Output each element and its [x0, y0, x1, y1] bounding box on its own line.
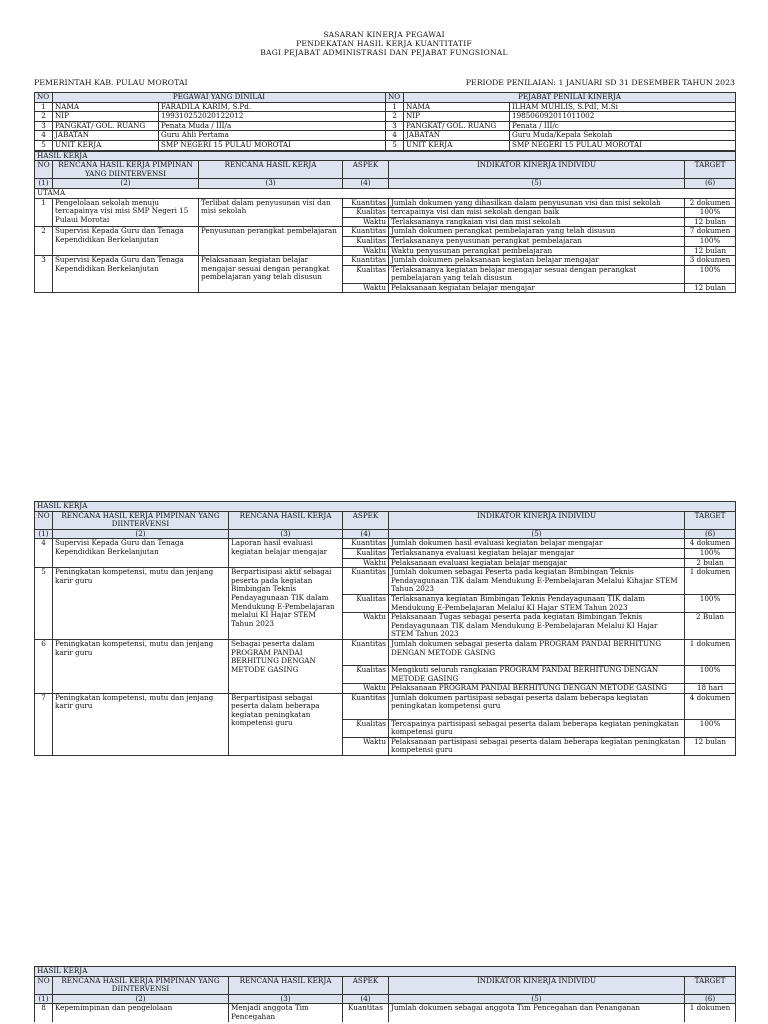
item-target: 12 bulan	[685, 217, 736, 227]
col-target-header: TARGET	[685, 161, 736, 179]
item-rhk: Terlibat dalam penyusunan visi dan misi sekolah	[199, 198, 343, 227]
page-3	[34, 966, 735, 1022]
item-aspek: Waktu	[343, 246, 389, 256]
col-aspek-header: ASPEK	[343, 511, 389, 529]
col-number: (4)	[343, 529, 389, 539]
item-target: 100%	[685, 665, 736, 683]
item-aspek: Kuantitas	[343, 227, 389, 237]
item-no: 7	[35, 693, 53, 755]
item-aspek: Kualitas	[343, 548, 389, 558]
identity-no-header: NO	[35, 93, 53, 103]
item-aspek: Waktu	[343, 684, 389, 694]
identity-no-header: NO	[386, 93, 404, 103]
item-iki: Jumlah dokumen pelaksanaan kegiatan belajar mengajar	[389, 256, 685, 266]
col-number: (6)	[685, 179, 736, 189]
item-target: 100%	[685, 719, 736, 737]
col-iki-header: INDIKATOR KINERJA INDIVIDU	[389, 161, 685, 179]
col-number: (1)	[35, 994, 53, 1004]
col-target-header: TARGET	[685, 511, 736, 529]
item-aspek: Kuantitas	[343, 256, 389, 266]
item-target: 100%	[685, 208, 736, 218]
item-pimpinan: Supervisi Kepada Guru dan Tenaga Kependidikan Berkelanjutan	[53, 539, 229, 568]
item-iki: Pelaksanaan Tugas sebagai peserta pada kegiatan Bimbingan Teknis Pendayagunaan TIK dalam Mendukung E-Pembelajaran Melalui KI Hajar STEM Tahun 2023	[389, 613, 685, 640]
item-target: 2 bulan	[685, 558, 736, 568]
identity-row	[35, 121, 736, 131]
item-rhk: Penyusunan perangkat pembelajaran	[199, 227, 343, 256]
indicator-row	[35, 227, 736, 237]
col-number: (5)	[389, 179, 685, 189]
item-iki: Jumlah dokumen perangkat pembelajaran yang telah disusun	[389, 227, 685, 237]
item-rhk: Menjadi anggota Tim Pencegahan	[229, 1004, 343, 1022]
item-target: 18 hari	[685, 684, 736, 694]
appraised-value: 199310252020122012	[159, 112, 386, 122]
indicator-row	[35, 568, 736, 595]
item-target: 1 dokumen	[685, 568, 736, 595]
identity-label: NAMA	[53, 102, 159, 112]
item-aspek: Waktu	[343, 558, 389, 568]
item-iki: Jumlah dokumen sebagai peserta dalam PROGRAM PANDAI BERHITUNG DENGAN METODE GASING	[389, 639, 685, 665]
col-number: (2)	[53, 529, 229, 539]
item-pimpinan: Peningkatan kompetensi, mutu dan jenjang karir guru	[53, 693, 229, 755]
item-target: 7 dokumen	[685, 227, 736, 237]
item-target: 1 dokumen	[685, 1004, 736, 1022]
item-pimpinan: Pengelolaan sekolah menuju tercapainya visi misi SMP Negeri 15 Pulaui Morotai	[53, 198, 199, 227]
item-iki: Tercapainya partisipasi sebagai peserta dalam beberapa kegiatan peningkatan kompetensi guru	[389, 719, 685, 737]
item-aspek: Kualitas	[343, 594, 389, 612]
item-iki: Jumlah dokumen sebagai Peserta pada kegiatan Bimbingan Teknis Pendayagunaan TIK dalam Mendukung E-Pembelajaran Melalui Kihajar STEM Tahun 2023	[389, 568, 685, 595]
col-no-header: NO	[35, 511, 53, 529]
item-iki: Jumlah dokumen hasil evaluasi kegiatan belajar mengajar	[389, 539, 685, 549]
item-iki: Jumlah dokumen yang dihasilkan dalam penyusunan visi dan misi sekolah	[389, 198, 685, 208]
col-aspek-header: ASPEK	[343, 976, 389, 994]
item-iki: Jumlah dokumen partisipasi sebagai peserta dalam beberapa kegiatan peningkatan kompetensi guru	[389, 693, 685, 719]
item-aspek: Kuantitas	[343, 539, 389, 549]
item-iki: Pelaksanaan PROGRAM PANDAI BERHITUNG DENGAN METODE GASING	[389, 684, 685, 694]
item-iki: Terlaksananya kegiatan Bimbingan Teknis Pendayagunaan TIK dalam Mendukung E-Pembelajaran Melalui KI Hajar STEM Tahun 2023	[389, 594, 685, 612]
col-number: (5)	[389, 994, 685, 1004]
appraiser-value: 198506092011011002	[510, 112, 736, 122]
period-label: PERIODE PENILAIAN: 1 JANUARI SD 31 DESEMBER TAHUN 2023	[465, 78, 735, 87]
item-rhk: Berpartisipasi sebagai peserta dalam beberapa kegiatan peningkatan kompetensi guru	[229, 693, 343, 755]
identity-no: 4	[386, 131, 404, 141]
item-rhk: Laporan hasil evaluasi kegiatan belajar mengajar	[229, 539, 343, 568]
col-pimpinan-header: RENCANA HASIL KERJA PIMPINAN YANG DIINTERVENSI	[53, 976, 229, 994]
identity-label: NIP	[404, 112, 510, 122]
appraiser-value: ILHAM MUHLIS, S.PdI, M.Si	[510, 102, 736, 112]
item-target: 100%	[685, 548, 736, 558]
identity-label: PANGKAT/ GOL. RUANG	[53, 121, 159, 131]
section-utama: UTAMA	[35, 188, 736, 198]
item-target: 2 Bulan	[685, 613, 736, 640]
appraiser-value: Penata / III/c	[510, 121, 736, 131]
col-number: (3)	[229, 994, 343, 1004]
col-pimpinan-header: RENCANA HASIL KERJA PIMPINAN YANG DIINTERVENSI	[53, 161, 199, 179]
identity-row	[35, 102, 736, 112]
title-line-3: BAGI PEJABAT ADMINISTRASI DAN PEJABAT FUNGSIONAL	[260, 48, 508, 58]
appraised-value: Guru Ahli Pertama	[159, 131, 386, 141]
col-number: (5)	[389, 529, 685, 539]
col-number: (6)	[685, 529, 736, 539]
col-pimpinan-header: RENCANA HASIL KERJA PIMPINAN YANG DIINTERVENSI	[53, 511, 229, 529]
appraiser-value: Guru Muda/Kepala Sekolah	[510, 131, 736, 141]
identity-no: 3	[35, 121, 53, 131]
identity-label: NAMA	[404, 102, 510, 112]
item-rhk: Berpartisipasi aktif sebagai peserta pada kegiatan Bimbingan Teknis Pendayagunaan TIK dalam Mendukung E-Pembelajaran melalui KI Hajar STEM Tahun 2023	[229, 568, 343, 640]
item-iki: Terlaksananya rangkaian visi dan misi sekolah	[389, 217, 685, 227]
item-target: 12 bulan	[685, 737, 736, 755]
item-iki: Pelaksanaan partisipasi sebagai peserta dalam beberapa kegiatan peningkatan kompetensi guru	[389, 737, 685, 755]
item-rhk: Sebagai peserta dalam PROGRAM PANDAI BERHITUNG DENGAN METODE GASING	[229, 639, 343, 693]
item-iki: Waktu penyusunan perangkat pembelajaran	[389, 246, 685, 256]
item-iki: Pelaksanaan kegiatan belajar mengajar	[389, 283, 685, 293]
col-no-header: NO	[35, 161, 53, 179]
item-no: 5	[35, 568, 53, 640]
item-aspek: Kuantitas	[343, 198, 389, 208]
item-target: 100%	[685, 594, 736, 612]
item-no: 1	[35, 198, 53, 227]
item-iki: Terlaksananya kegiatan belajar mengajar sesuai dengan perangkat pembelajaran yang telah disusun	[389, 265, 685, 283]
identity-label: JABATAN	[53, 131, 159, 141]
col-rhk-header: RENCANA HASIL KERJA	[199, 161, 343, 179]
work-result-table	[34, 151, 736, 294]
meta-row	[34, 78, 735, 87]
item-iki: Terlaksananya evaluasi kegiatan belajar mengajar	[389, 548, 685, 558]
col-target-header: TARGET	[685, 976, 736, 994]
indicator-row	[35, 256, 736, 266]
col-number: (6)	[685, 994, 736, 1004]
item-target: 3 dokumen	[685, 256, 736, 266]
item-target: 100%	[685, 265, 736, 283]
item-pimpinan: Supervisi Kepada Guru dan Tenaga Kependidikan Berkelanjutan	[53, 227, 199, 256]
page-2	[34, 501, 735, 756]
identity-no: 4	[35, 131, 53, 141]
appraised-value: SMP NEGERI 15 PULAU MOROTAI	[159, 140, 386, 150]
identity-no: 5	[35, 140, 53, 150]
col-iki-header: INDIKATOR KINERJA INDIVIDU	[389, 976, 685, 994]
document-title	[0, 30, 768, 58]
col-number: (1)	[35, 529, 53, 539]
col-number: (2)	[53, 994, 229, 1004]
identity-label: UNIT KERJA	[404, 140, 510, 150]
indicator-row	[35, 693, 736, 719]
appraiser-header: PEJABAT PENILAI KINERJA	[404, 93, 736, 103]
col-number: (2)	[53, 179, 199, 189]
col-number: (4)	[343, 994, 389, 1004]
item-no: 4	[35, 539, 53, 568]
identity-label: PANGKAT/ GOL. RUANG	[404, 121, 510, 131]
page-1	[34, 92, 735, 293]
item-target: 4 dokumen	[685, 539, 736, 549]
col-number: (3)	[199, 179, 343, 189]
identity-label: NIP	[53, 112, 159, 122]
identity-no: 1	[386, 102, 404, 112]
identity-no: 5	[386, 140, 404, 150]
item-target: 100%	[685, 236, 736, 246]
col-number: (4)	[343, 179, 389, 189]
identity-no: 3	[386, 121, 404, 131]
item-rhk: Pelaksanaan kegiatan belajar mengajar sesuai dengan perangkat pembelajaran yang telah disusun	[199, 256, 343, 293]
item-iki: Mengikuti seluruh rangkaian PROGRAM PANDAI BERHITUNG DENGAN METODE GASING	[389, 665, 685, 683]
item-aspek: Kuantitas	[343, 1004, 389, 1022]
item-aspek: Kuantitas	[343, 639, 389, 665]
item-target: 12 bulan	[685, 283, 736, 293]
title-line-1: SASARAN KINERJA PEGAWAI	[323, 30, 445, 39]
col-number: (1)	[35, 179, 53, 189]
item-aspek: Kualitas	[343, 236, 389, 246]
appraised-employee-header: PEGAWAI YANG DINILAI	[53, 93, 386, 103]
col-number: (3)	[229, 529, 343, 539]
identity-row	[35, 112, 736, 122]
work-result-table-2	[34, 501, 736, 756]
item-aspek: Waktu	[343, 283, 389, 293]
item-aspek: Kuantitas	[343, 693, 389, 719]
item-aspek: Kualitas	[343, 208, 389, 218]
identity-no: 2	[35, 112, 53, 122]
col-aspek-header: ASPEK	[343, 161, 389, 179]
work-result-table-3	[34, 966, 736, 1022]
item-iki: Jumlah dokumen sebagai anggota Tim Pencegahan dan Penanganan	[389, 1004, 685, 1022]
section-hasil-kerja: HASIL KERJA	[35, 502, 736, 512]
item-no: 3	[35, 256, 53, 293]
indicator-row	[35, 639, 736, 665]
item-pimpinan: Kepemimpinan dan pengelolaan	[53, 1004, 229, 1022]
item-aspek: Kuantitas	[343, 568, 389, 595]
item-target: 1 dokumen	[685, 639, 736, 665]
section-hasil-kerja: HASIL KERJA	[35, 967, 736, 977]
item-target: 2 dokumen	[685, 198, 736, 208]
col-rhk-header: RENCANA HASIL KERJA	[229, 976, 343, 994]
col-no-header: NO	[35, 976, 53, 994]
item-aspek: Waktu	[343, 613, 389, 640]
item-pimpinan: Supervisi Kepada Guru dan Tenaga Kependidikan Berkelanjutan	[53, 256, 199, 293]
appraised-value: FARADILA KARIM, S.Pd.	[159, 102, 386, 112]
item-aspek: Kualitas	[343, 719, 389, 737]
appraised-value: Penata Muda / III/a	[159, 121, 386, 131]
col-iki-header: INDIKATOR KINERJA INDIVIDU	[389, 511, 685, 529]
item-pimpinan: Peningkatan kompetensi, mutu dan jenjang karir guru	[53, 568, 229, 640]
item-target: 12 bulan	[685, 246, 736, 256]
item-pimpinan: Peningkatan kompetensi, mutu dan jenjang karir guru	[53, 639, 229, 693]
item-no: 8	[35, 1004, 53, 1022]
item-aspek: Kualitas	[343, 265, 389, 283]
item-iki: Terlaksananya penyusunan perangkat pembelajaran	[389, 236, 685, 246]
identity-label: UNIT KERJA	[53, 140, 159, 150]
title-line-2: PENDEKATAN HASIL KERJA KUANTITATIF	[296, 39, 472, 49]
appraiser-value: SMP NEGERI 15 PULAU MOROTAI	[510, 140, 736, 150]
identity-table	[34, 92, 736, 151]
identity-no: 1	[35, 102, 53, 112]
identity-no: 2	[386, 112, 404, 122]
col-rhk-header: RENCANA HASIL KERJA	[229, 511, 343, 529]
identity-label: JABATAN	[404, 131, 510, 141]
item-iki: tercapainya visi dan misi sekolah dengan baik	[389, 208, 685, 218]
item-no: 6	[35, 639, 53, 693]
identity-row	[35, 140, 736, 150]
institution-label: PEMERINTAH KAB. PULAU MOROTAI	[34, 78, 188, 87]
item-aspek: Waktu	[343, 217, 389, 227]
item-aspek: Waktu	[343, 737, 389, 755]
item-iki: Pelaksanaan evaluasi kegiatan belajar mengajar	[389, 558, 685, 568]
item-aspek: Kualitas	[343, 665, 389, 683]
item-no: 2	[35, 227, 53, 256]
item-target: 4 dokumen	[685, 693, 736, 719]
section-hasil-kerja: HASIL KERJA	[35, 151, 736, 161]
